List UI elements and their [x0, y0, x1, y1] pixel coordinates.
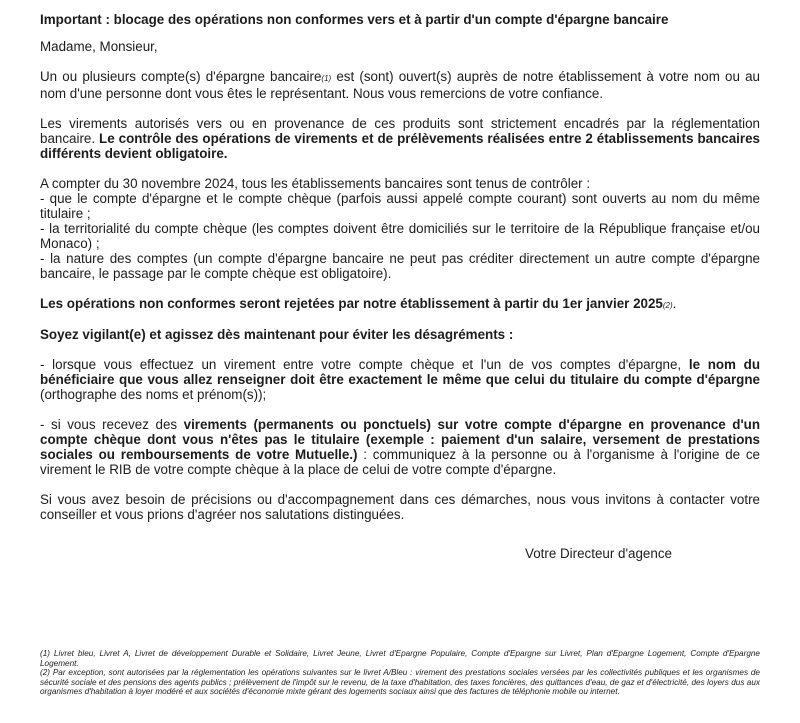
- controls-intro: A compter du 30 novembre 2024, tous les établissements bancaires sont tenus de contrôler :: [40, 176, 591, 191]
- paragraph-vigilance: Soyez vigilant(e) et agissez dès maintenant pour éviter les désagréments :: [40, 327, 514, 342]
- paragraph-incoming-transfers: [40, 417, 760, 477]
- incoming-text-1: - si vous recevez des: [40, 417, 184, 432]
- letter-title: Important : blocage des opérations non conformes vers et à partir d'un compte d'épargne bancaire: [40, 12, 669, 27]
- incoming-bold: virements (permanents ou ponctuels) sur votre compte d'épargne en provenance d'un compte chèque dont vous n'êtes pas le titulaire (exemple : paiement d'un salaire, versement de prestations sociales ou remboursements de votre Mutuelle.): [40, 417, 760, 462]
- rejection-bold: Les opérations non conformes seront rejetées par notre établissement à partir du 1er janvier 2025: [40, 296, 663, 311]
- paragraph-regulation-text: Les virements autorisés vers ou en provenance de ces produits sont strictement encadrés par la réglementation bancaire.: [40, 116, 760, 146]
- transfer-name-text-2: (orthographe des noms et prénom(s));: [40, 387, 267, 402]
- footnote-2: (2) Par exception, sont autorisées par la réglementation les opérations suivantes sur le livret A/Bleu : virement des prestations sociales versées par les collectivités publiques et les organismes de sécurité sociale et des pensions des agents publics ; prélèvement de l'impôt sur le revenu, de la taxe d'habitation, des taxes foncières, des quittances d'eau, de gaz et d'électricité, des loyers dus aux organismes d'habitation à loyer modéré et aux sociétés d'économie mixte gérant des logements sociaux ainsi que des factures de téléphonie mobile ou internet.: [40, 668, 760, 696]
- rejection-end: .: [672, 296, 677, 311]
- controls-item-1: - que le compte d'épargne et le compte chèque (parfois aussi appelé compte courant) sont ouverts au nom du même titulaire ;: [40, 191, 760, 221]
- salutation: Madame, Monsieur,: [40, 39, 158, 54]
- paragraph-rejection: [40, 296, 760, 313]
- paragraph-closing: Si vous avez besoin de précisions ou d'accompagnement dans ces démarches, nous vous invitons à contacter votre conseiller et vous prions d'agréer nos salutations distinguées.: [40, 492, 760, 522]
- paragraph-controls: [40, 176, 760, 281]
- controls-item-3: - la nature des comptes (un compte d'épargne bancaire ne peut pas créditer directement un autre compte d'épargne bancaire, le passage par le compte chèque est obligatoire).: [40, 251, 760, 281]
- transfer-name-text-1: - lorsque vous effectuez un virement entre votre compte chèque et l'un de vos comptes d'épargne,: [40, 357, 689, 372]
- footnote-ref-1: (1): [321, 74, 332, 83]
- transfer-name-bold: le nom du bénéficiaire que vous allez renseigner doit être exactement le même que celui du titulaire du compte d'épargne: [40, 357, 760, 387]
- footnote-ref-2: (2): [662, 301, 673, 310]
- controls-item-2: - la territorialité du compte chèque (les comptes doivent être domiciliés sur le territoire de la République française et/ou Monaco) ;: [40, 221, 760, 251]
- paragraph-accounts: [40, 69, 760, 101]
- paragraph-accounts-text-2: est (sont) ouvert(s) auprès de notre établissement à votre nom ou au nom d'une personne dont vous êtes le représentant. Nous vous remercions de votre confiance.: [40, 69, 760, 101]
- paragraph-regulation: [40, 116, 760, 161]
- footnotes: [40, 649, 760, 697]
- paragraph-regulation-bold: Le contrôle des opérations de virements et de prélèvements réalisées entre 2 établissements bancaires différents devient obligatoire.: [40, 131, 760, 161]
- paragraph-accounts-text-1: Un ou plusieurs compte(s) d'épargne bancaire: [40, 69, 322, 84]
- footnote-1: (1) Livret bleu, Livret A, Livret de développement Durable et Solidaire, Livret Jeune, Livret d'Epargne Populaire, Compte d'Epargne sur Livret, Plan d'Epargne Logement, Compte d'Epargne Logement.: [40, 649, 760, 668]
- signature: Votre Directeur d'agence: [525, 546, 672, 561]
- paragraph-transfer-name: [40, 357, 760, 402]
- incoming-text-2: : communiquez à la personne ou à l'organisme à l'origine de ce virement le RIB de votre compte chèque à la place de celui de votre compte d'épargne.: [40, 447, 760, 477]
